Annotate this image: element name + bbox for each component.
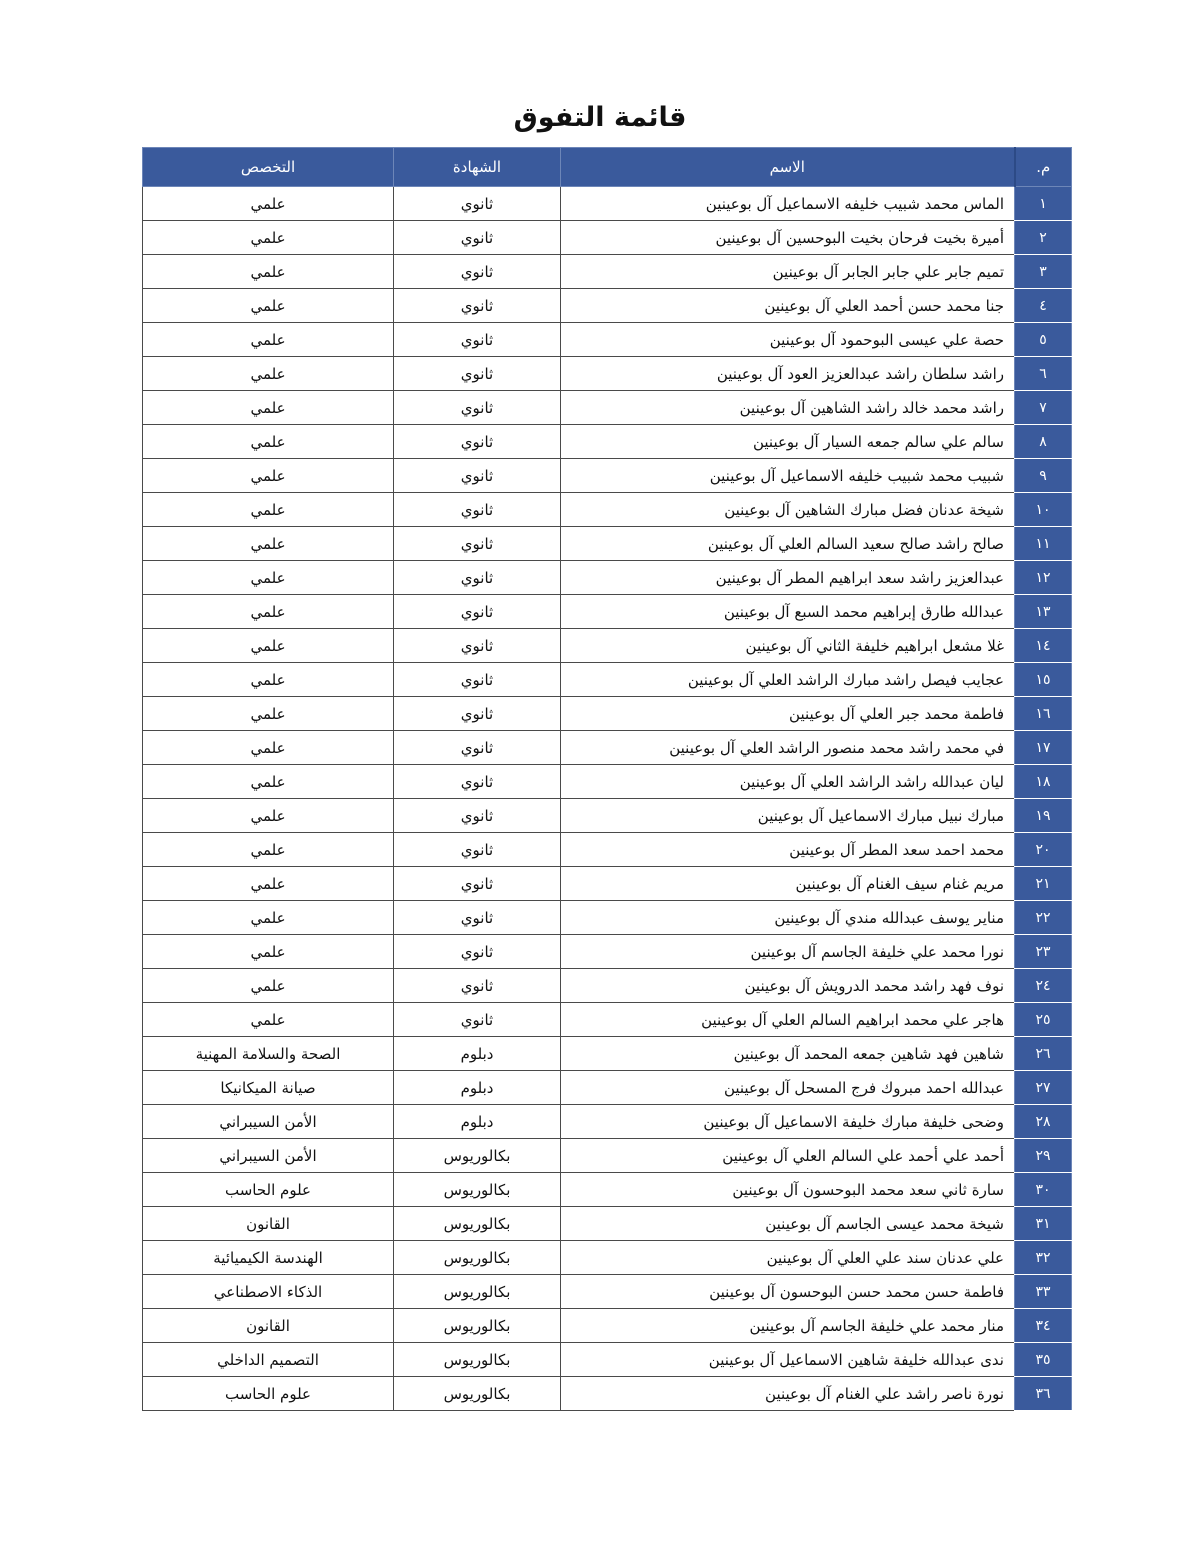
header-major: التخصص: [143, 148, 394, 187]
row-number: ٣٤: [1015, 1309, 1072, 1343]
certificate-cell: دبلوم: [394, 1105, 561, 1139]
certificate-cell: ثانوي: [394, 289, 561, 323]
row-number: ١٧: [1015, 731, 1072, 765]
student-name: تميم جابر علي جابر الجابر آل بوعينين: [561, 255, 1015, 289]
certificate-cell: بكالوريوس: [394, 1377, 561, 1411]
major-cell: علوم الحاسب: [143, 1377, 394, 1411]
honor-list-table: [142, 147, 1072, 1411]
row-number: ١٣: [1015, 595, 1072, 629]
table-row: [143, 1173, 1072, 1207]
table-row: [143, 323, 1072, 357]
major-cell: علمي: [143, 561, 394, 595]
table-row: [143, 1343, 1072, 1377]
row-number: ٢٣: [1015, 935, 1072, 969]
major-cell: علمي: [143, 527, 394, 561]
student-name: سارة ثاني سعد محمد البوحسون آل بوعينين: [561, 1173, 1015, 1207]
major-cell: علمي: [143, 425, 394, 459]
major-cell: التصميم الداخلي: [143, 1343, 394, 1377]
major-cell: القانون: [143, 1207, 394, 1241]
row-number: ١٤: [1015, 629, 1072, 663]
certificate-cell: ثانوي: [394, 391, 561, 425]
student-name: عبدالعزيز راشد سعد ابراهيم المطر آل بوعينين: [561, 561, 1015, 595]
student-name: عبدالله طارق إبراهيم محمد السبع آل بوعينين: [561, 595, 1015, 629]
table-row: [143, 255, 1072, 289]
table-row: [143, 425, 1072, 459]
table-row: [143, 459, 1072, 493]
row-number: ٣٢: [1015, 1241, 1072, 1275]
certificate-cell: ثانوي: [394, 595, 561, 629]
table-row: [143, 187, 1072, 221]
major-cell: صيانة الميكانيكا: [143, 1071, 394, 1105]
table-row: [143, 1003, 1072, 1037]
row-number: ٣٦: [1015, 1377, 1072, 1411]
student-name: مبارك نبيل مبارك الاسماعيل آل بوعينين: [561, 799, 1015, 833]
header-number: م.: [1015, 148, 1072, 187]
row-number: ١٠: [1015, 493, 1072, 527]
row-number: ١٢: [1015, 561, 1072, 595]
major-cell: علمي: [143, 663, 394, 697]
certificate-cell: ثانوي: [394, 357, 561, 391]
certificate-cell: ثانوي: [394, 1003, 561, 1037]
certificate-cell: بكالوريوس: [394, 1139, 561, 1173]
certificate-cell: ثانوي: [394, 561, 561, 595]
certificate-cell: بكالوريوس: [394, 1275, 561, 1309]
major-cell: علمي: [143, 459, 394, 493]
row-number: ١٩: [1015, 799, 1072, 833]
certificate-cell: دبلوم: [394, 1071, 561, 1105]
table-row: [143, 221, 1072, 255]
student-name: سالم علي سالم جمعه السيار آل بوعينين: [561, 425, 1015, 459]
major-cell: علمي: [143, 765, 394, 799]
certificate-cell: ثانوي: [394, 799, 561, 833]
student-name: علي عدنان سند علي العلي آل بوعينين: [561, 1241, 1015, 1275]
table-row: [143, 391, 1072, 425]
student-name: مريم غنام سيف الغنام آل بوعينين: [561, 867, 1015, 901]
major-cell: علمي: [143, 357, 394, 391]
row-number: ١: [1015, 187, 1072, 221]
major-cell: علمي: [143, 391, 394, 425]
certificate-cell: بكالوريوس: [394, 1309, 561, 1343]
table-row: [143, 969, 1072, 1003]
header-name: الاسم: [561, 148, 1015, 187]
row-number: ٤: [1015, 289, 1072, 323]
certificate-cell: دبلوم: [394, 1037, 561, 1071]
table-row: [143, 493, 1072, 527]
row-number: ٢: [1015, 221, 1072, 255]
table-row: [143, 629, 1072, 663]
table-row: [143, 663, 1072, 697]
student-name: مناير يوسف عبدالله مندي آل بوعينين: [561, 901, 1015, 935]
table-row: [143, 595, 1072, 629]
student-name: منار محمد علي خليفة الجاسم آل بوعينين: [561, 1309, 1015, 1343]
row-number: ٢٩: [1015, 1139, 1072, 1173]
certificate-cell: ثانوي: [394, 697, 561, 731]
certificate-cell: ثانوي: [394, 255, 561, 289]
table-row: [143, 1207, 1072, 1241]
table-row: [143, 527, 1072, 561]
table-row: [143, 697, 1072, 731]
major-cell: علمي: [143, 221, 394, 255]
major-cell: علمي: [143, 595, 394, 629]
row-number: ٢٥: [1015, 1003, 1072, 1037]
major-cell: القانون: [143, 1309, 394, 1343]
certificate-cell: ثانوي: [394, 765, 561, 799]
header-certificate: الشهادة: [394, 148, 561, 187]
row-number: ١٨: [1015, 765, 1072, 799]
table-row: [143, 1139, 1072, 1173]
student-name: شاهين فهد شاهين جمعه المحمد آل بوعينين: [561, 1037, 1015, 1071]
table-row: [143, 935, 1072, 969]
table-row: [143, 799, 1072, 833]
certificate-cell: ثانوي: [394, 935, 561, 969]
certificate-cell: ثانوي: [394, 527, 561, 561]
row-number: ٣: [1015, 255, 1072, 289]
certificate-cell: ثانوي: [394, 969, 561, 1003]
student-name: نورة ناصر راشد علي الغنام آل بوعينين: [561, 1377, 1015, 1411]
student-name: عبدالله احمد مبروك فرج المسحل آل بوعينين: [561, 1071, 1015, 1105]
table-row: [143, 1037, 1072, 1071]
student-name: شيخة عدنان فضل مبارك الشاهين آل بوعينين: [561, 493, 1015, 527]
major-cell: الذكاء الاصطناعي: [143, 1275, 394, 1309]
student-name: شبيب محمد شبيب خليفه الاسماعيل آل بوعينين: [561, 459, 1015, 493]
row-number: ٢١: [1015, 867, 1072, 901]
major-cell: علمي: [143, 493, 394, 527]
certificate-cell: ثانوي: [394, 833, 561, 867]
table-row: [143, 833, 1072, 867]
certificate-cell: بكالوريوس: [394, 1207, 561, 1241]
student-name: حصة علي عيسى البوحمود آل بوعينين: [561, 323, 1015, 357]
major-cell: علمي: [143, 935, 394, 969]
table-row: [143, 289, 1072, 323]
row-number: ٩: [1015, 459, 1072, 493]
table-row: [143, 1377, 1072, 1411]
major-cell: الهندسة الكيميائية: [143, 1241, 394, 1275]
table-row: [143, 901, 1072, 935]
row-number: ٢٢: [1015, 901, 1072, 935]
certificate-cell: ثانوي: [394, 459, 561, 493]
student-name: عجايب فيصل راشد مبارك الراشد العلي آل بوعينين: [561, 663, 1015, 697]
student-name: فاطمة محمد جبر العلي آل بوعينين: [561, 697, 1015, 731]
student-name: راشد محمد خالد راشد الشاهين آل بوعينين: [561, 391, 1015, 425]
student-name: ليان عبدالله راشد الراشد العلي آل بوعينين: [561, 765, 1015, 799]
row-number: ٥: [1015, 323, 1072, 357]
major-cell: علوم الحاسب: [143, 1173, 394, 1207]
page-title: قائمة التفوق: [513, 102, 687, 133]
certificate-cell: ثانوي: [394, 867, 561, 901]
certificate-cell: بكالوريوس: [394, 1173, 561, 1207]
table-row: [143, 765, 1072, 799]
row-number: ٢٦: [1015, 1037, 1072, 1071]
row-number: ٦: [1015, 357, 1072, 391]
table-header-row: [143, 148, 1072, 187]
student-name: ندى عبدالله خليفة شاهين الاسماعيل آل بوعينين: [561, 1343, 1015, 1377]
certificate-cell: ثانوي: [394, 629, 561, 663]
certificate-cell: ثانوي: [394, 493, 561, 527]
certificate-cell: ثانوي: [394, 425, 561, 459]
major-cell: الأمن السيبراني: [143, 1139, 394, 1173]
student-name: في محمد راشد محمد منصور الراشد العلي آل بوعينين: [561, 731, 1015, 765]
student-name: هاجر علي محمد ابراهيم السالم العلي آل بوعينين: [561, 1003, 1015, 1037]
major-cell: الأمن السيبراني: [143, 1105, 394, 1139]
table-row: [143, 1105, 1072, 1139]
table-row: [143, 731, 1072, 765]
row-number: ٢٤: [1015, 969, 1072, 1003]
student-name: شيخة محمد عيسى الجاسم آل بوعينين: [561, 1207, 1015, 1241]
row-number: ٢٧: [1015, 1071, 1072, 1105]
table-row: [143, 1275, 1072, 1309]
certificate-cell: بكالوريوس: [394, 1241, 561, 1275]
table-row: [143, 1309, 1072, 1343]
student-name: فاطمة حسن محمد حسن البوحسون آل بوعينين: [561, 1275, 1015, 1309]
student-name: أحمد علي أحمد علي السالم العلي آل بوعينين: [561, 1139, 1015, 1173]
certificate-cell: ثانوي: [394, 187, 561, 221]
major-cell: علمي: [143, 629, 394, 663]
student-name: راشد سلطان راشد عبدالعزيز العود آل بوعينين: [561, 357, 1015, 391]
major-cell: علمي: [143, 1003, 394, 1037]
certificate-cell: بكالوريوس: [394, 1343, 561, 1377]
row-number: ٣٠: [1015, 1173, 1072, 1207]
certificate-cell: ثانوي: [394, 221, 561, 255]
table-row: [143, 1071, 1072, 1105]
table-body: [143, 187, 1072, 1411]
student-name: وضحى خليفة مبارك خليفة الاسماعيل آل بوعينين: [561, 1105, 1015, 1139]
student-name: أميرة بخيت فرحان بخيت البوحسين آل بوعينين: [561, 221, 1015, 255]
major-cell: علمي: [143, 187, 394, 221]
row-number: ٣١: [1015, 1207, 1072, 1241]
major-cell: علمي: [143, 255, 394, 289]
certificate-cell: ثانوي: [394, 901, 561, 935]
table-row: [143, 1241, 1072, 1275]
row-number: ٢٨: [1015, 1105, 1072, 1139]
major-cell: علمي: [143, 901, 394, 935]
row-number: ٢٠: [1015, 833, 1072, 867]
row-number: ٨: [1015, 425, 1072, 459]
row-number: ١١: [1015, 527, 1072, 561]
row-number: ٣٣: [1015, 1275, 1072, 1309]
student-name: غلا مشعل ابراهيم خليفة الثاني آل بوعينين: [561, 629, 1015, 663]
major-cell: علمي: [143, 289, 394, 323]
major-cell: علمي: [143, 867, 394, 901]
student-name: الماس محمد شبيب خليفه الاسماعيل آل بوعينين: [561, 187, 1015, 221]
major-cell: علمي: [143, 799, 394, 833]
certificate-cell: ثانوي: [394, 323, 561, 357]
certificate-cell: ثانوي: [394, 663, 561, 697]
table-row: [143, 867, 1072, 901]
major-cell: علمي: [143, 323, 394, 357]
row-number: ١٥: [1015, 663, 1072, 697]
student-name: محمد احمد سعد المطر آل بوعينين: [561, 833, 1015, 867]
student-name: صالح راشد صالح سعيد السالم العلي آل بوعينين: [561, 527, 1015, 561]
student-name: نوف فهد راشد محمد الدرويش آل بوعينين: [561, 969, 1015, 1003]
table-row: [143, 357, 1072, 391]
table-row: [143, 561, 1072, 595]
student-name: نورا محمد علي خليفة الجاسم آل بوعينين: [561, 935, 1015, 969]
major-cell: الصحة والسلامة المهنية: [143, 1037, 394, 1071]
major-cell: علمي: [143, 697, 394, 731]
row-number: ٧: [1015, 391, 1072, 425]
student-name: جنا محمد حسن أحمد العلي آل بوعينين: [561, 289, 1015, 323]
row-number: ١٦: [1015, 697, 1072, 731]
major-cell: علمي: [143, 833, 394, 867]
certificate-cell: ثانوي: [394, 731, 561, 765]
major-cell: علمي: [143, 731, 394, 765]
row-number: ٣٥: [1015, 1343, 1072, 1377]
major-cell: علمي: [143, 969, 394, 1003]
